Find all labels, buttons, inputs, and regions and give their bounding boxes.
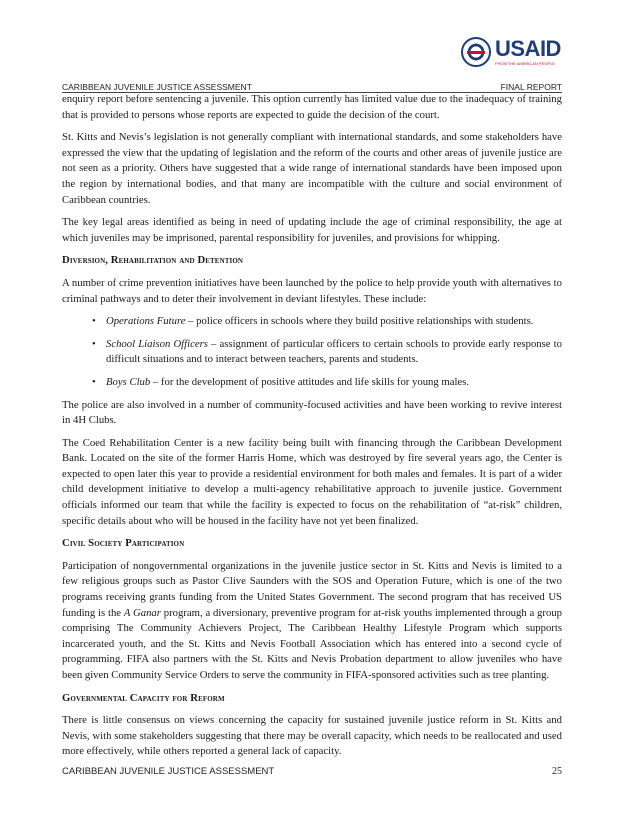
header-title: CARIBBEAN JUVENILE JUSTICE ASSESSMENT bbox=[62, 82, 252, 92]
page-footer bbox=[62, 766, 562, 777]
section-heading-diversion: Diversion, Rehabilitation and Detention bbox=[62, 254, 244, 267]
paragraph: There is little consensus on views concerning the capacity for sustained juvenile justice reform in St. Kitts and Nevis, with some stakeholders suggesting that there may be overall capacity, which needs to be reallocated and used more effectively, while others reported a general lack of capacity. bbox=[62, 714, 562, 758]
bullet-icon: • bbox=[92, 315, 96, 328]
paragraph: The police are also involved in a number of community-focused activities and have been working to revive interest in 4H Clubs. bbox=[62, 398, 562, 427]
paragraph: St. Kitts and Nevis’s legislation is not generally compliant with international standards, and some stakeholders have expressed the view that the updating of legislation and the reform of the courts and other areas of juvenile justice are not seen as a priority. Others have suggested that a wide range of international standards have been imposed upon the region by international bodies, and that many are incompatible with the culture and social environment of Caribbean countries. bbox=[62, 131, 562, 206]
paragraph-text: Participation of nongovernmental organizations in the juvenile justice sector in St. Kitts and Nevis is limited to a few religious groups such as Pastor Clive Saunders with the SOS and Operation Future, which is one of the two programs receiving grants funding from the United States Government. The second program that has received US funding is the bbox=[62, 559, 562, 619]
list-item bbox=[62, 375, 562, 391]
list-item bbox=[62, 337, 562, 368]
page-body bbox=[62, 92, 562, 767]
usaid-logo bbox=[461, 33, 565, 71]
list-item-term: Operations Future bbox=[106, 315, 186, 328]
paragraph-text: program, a diversionary, preventive program for at-risk youths implemented through a group comprising The Community Achievers Project, The Caribbean Healthy Lifestyle Program which supports incarcerated youth, and the St. Kitts and Nevis Football Association which has entered into a second cycle of programming. FIFA also partners with the St. Kitts and Nevis Probation department to allow juveniles who have been given Community Service Orders to serve the community in FIFA-sponsored activities such as tree planting. bbox=[62, 606, 562, 681]
list-item-term: Boys Club bbox=[106, 375, 151, 388]
paragraph: The key legal areas identified as being in need of updating include the age of criminal responsibility, the age at which juveniles may be imprisoned, parental responsibility for juveniles, and provisions for whipping. bbox=[62, 216, 562, 244]
header-report-label: FINAL REPORT bbox=[500, 82, 562, 92]
paragraph: enquiry report before sentencing a juvenile. This option currently has limited value due to the inadequacy of training that is provided to persons whose reports are expected to guide the decision of the court. bbox=[62, 93, 562, 121]
section-heading-civil-society: Civil Society Participation bbox=[62, 537, 185, 550]
list-item-text: – assignment of particular officers to certain schools to provide early response to difficult situations and to interact between teachers, parents and students. bbox=[106, 337, 562, 366]
paragraph: The Coed Rehabilitation Center is a new facility being built with financing through the Caribbean Development Bank. Located on the site of the former Harris Home, which was destroyed by fire several years ago, the Center is expected to open later this year to provide a residential environment for both males and females. It is part of a wider child development initiative to develop a multi-agency rehabilitative approach to juvenile justice. Government officials informed our team that while the facility is expected to focus on the rehabilitation of “at-risk” children, specific details about who will be housed in the facility have not yet been finalized. bbox=[62, 436, 562, 527]
list-item-text: – police officers in schools where they build positive relationships with students. bbox=[185, 315, 534, 328]
paragraph bbox=[62, 559, 562, 684]
list-item-term: School Liaison Officers bbox=[106, 337, 208, 350]
bullet-icon: • bbox=[92, 337, 96, 350]
initiatives-list bbox=[62, 314, 562, 390]
list-item-text: – for the development of positive attitudes and life skills for young males. bbox=[150, 375, 470, 388]
logo-tagline: FROM THE AMERICAN PEOPLE bbox=[495, 61, 555, 66]
footer-title: CARIBBEAN JUVENILE JUSTICE ASSESSMENT bbox=[62, 766, 275, 777]
usaid-seal-icon bbox=[461, 37, 491, 67]
program-name: A Ganar bbox=[123, 606, 161, 619]
list-item bbox=[62, 314, 562, 330]
logo-brand bbox=[495, 38, 561, 66]
bullet-icon: • bbox=[92, 375, 96, 388]
page-header bbox=[62, 80, 562, 92]
section-heading-governmental-capacity: Governmental Capacity for Reform bbox=[62, 691, 225, 704]
page-number: 25 bbox=[552, 766, 562, 777]
logo-brand-text: USAID bbox=[495, 36, 561, 61]
paragraph: A number of crime prevention initiatives have been launched by the police to help provide youth with alternatives to criminal pathways and to deter their involvement in deviant lifestyles. These include: bbox=[62, 276, 562, 305]
